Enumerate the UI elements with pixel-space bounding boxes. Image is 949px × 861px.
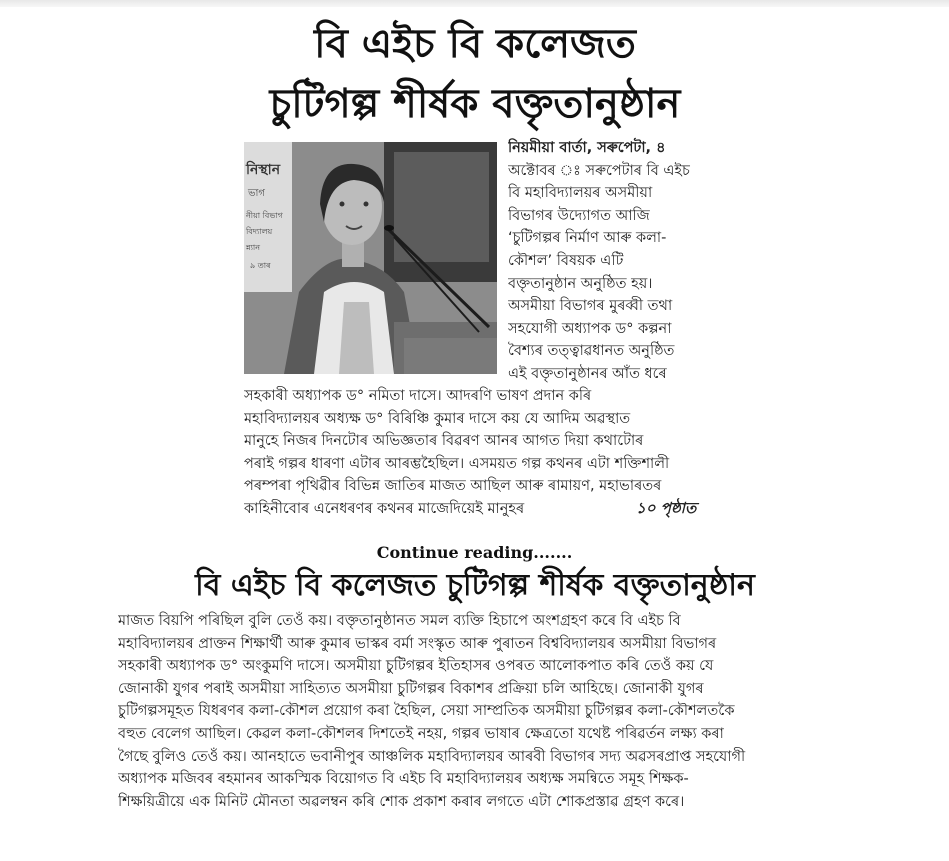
continuation-line: শিক্ষয়িত্ৰীয়ে এক মিনিট মৌনতা অৱলম্বন কৰি শোক প্ৰকাশ কৰাৰ লগতে এটা শোকপ্ৰস্তাৱ গ্ৰহণ কৰে।	[118, 793, 685, 810]
continuation-body	[118, 610, 830, 813]
page-jump-reference: ১০ পৃষ্ঠাত	[636, 499, 697, 517]
body-line: সহকাৰী অধ্যাপক ড° নমিতা দাসে। আদৰণি ভাষণ প্ৰদান কৰি	[244, 388, 592, 404]
banner-text-5: ন্ন্যান	[246, 243, 260, 252]
continuation-line: মহাবিদ্যালয়ৰ প্ৰাক্তন শিক্ষাৰ্থী আৰু কুমাৰ ভাস্কৰ বৰ্মা সংস্কৃত আৰু পুৰাতন বিশ্ববিদ্যালয়ৰ অসমীয়া বিভাগৰ	[118, 635, 717, 652]
banner-text-3: নীয়া বিভাগ	[246, 211, 283, 220]
column-line: বিভাগৰ উদ্যোগত আজি	[508, 207, 650, 224]
column-line: কৌশল’ বিষয়ক এটি	[508, 252, 624, 269]
banner-text-4: বিদ্যালয়	[246, 227, 273, 236]
column-line: ‘চুটিগল্পৰ নিৰ্মাণ আৰু কলা-	[508, 230, 667, 247]
column-line: সহযোগী অধ্যাপক ড° কল্পনা	[508, 320, 672, 337]
body-line: কাহিনীবোৰ এনেধৰণৰ কথনৰ মাজেদিয়েই মানুহৰ	[244, 500, 525, 517]
column-line: বৈশ্যৰ তত্ত্বাৱধানত অনুষ্ঠিত	[508, 343, 675, 360]
continuation-line: গৈছে বুলিও তেওঁ কয়। আনহাতে ভবানীপুৰ আঞ্চলিক মহাবিদ্যালয়ৰ আৰবী বিভাগৰ সদ্য অৱসৰপ্ৰাপ্ত সহযোগী	[118, 748, 746, 765]
continuation-line: বহুত বেলেগ আছিল। কেৱল কলা-কৌশলৰ দিশতেই নহয়, গল্পৰ ভাষাৰ ক্ষেত্ৰতো যথেষ্ট পৰিৱৰ্তন লক্ষ্য কৰা	[118, 725, 724, 742]
banner-text-6: ৯ তাৰ	[250, 261, 271, 270]
continuation-headline: বি এইচ বি কলেজত চুটিগল্প শীৰ্ষক বক্তৃতানুষ্ঠান	[195, 568, 755, 603]
body-line: মহাবিদ্যালয়ৰ অধ্যক্ষ ড° বিৰিঞ্চি কুমাৰ দাসে কয় যে আদিম অৱস্থাত	[244, 410, 631, 427]
continue-reading-link[interactable]: Continue reading.......	[376, 543, 573, 562]
continuation-line: সহকাৰী অধ্যাপক ড° অংকুমণি দাসে। অসমীয়া চুটিগল্পৰ ইতিহাসৰ ওপৰত আলোকপাত কৰি তেওঁ কয় যে	[118, 658, 714, 675]
speaker-photo	[244, 142, 497, 374]
continuation-line: অধ্যাপক মজিবৰ ৰহমানৰ আকস্মিক বিয়োগত বি এইচ বি মহাবিদ্যালয়ৰ অধ্যক্ষ সমন্বিতে সমূহ শিক্ষক-	[118, 771, 689, 788]
banner-text-1: নিস্থান	[246, 162, 281, 178]
column-line: বি মহাবিদ্যালয়ৰ অসমীয়া	[508, 185, 653, 202]
body-line: মানুহে নিজৰ দিনটোৰ অভিজ্ঞতাৰ বিৱৰণ আনৰ আগত দিয়া কথাটোৰ	[244, 433, 644, 450]
body-line: পৰাই গল্পৰ ধাৰণা এটাৰ আৰম্ভহৈছিল। এসময়ত গল্প কথনৰ এটা শক্তিশালী	[244, 455, 670, 472]
article-headline-line-2: চুটিগল্প শীৰ্ষক বক্তৃতানুষ্ঠান	[269, 81, 681, 127]
article-headline-line-1: বি এইচ বি কলেজত	[314, 21, 636, 67]
body-line: পৰম্পৰা পৃথিৱীৰ বিভিন্ন জাতিৰ মাজত আছিল আৰু ৰামায়ণ, মহাভাৰতৰ	[244, 478, 662, 495]
banner-text-2: ভাগ	[248, 188, 265, 199]
column-line: অসমীয়া বিভাগৰ মুৰব্বী তথা	[508, 298, 673, 315]
article-first-column	[508, 137, 711, 386]
dateline: নিয়মীয়া বাৰ্তা, সৰুপেটা, ৪	[508, 140, 666, 156]
column-line: এই বক্তৃতানুষ্ঠানৰ আঁত ধৰে	[508, 365, 667, 382]
continuation-line: চুটিগল্পসমূহত যিধৰণৰ কলা-কৌশল প্ৰয়োগ কৰা হৈছিল, সেয়া সাম্প্ৰতিক অসমীয়া চুটিগল্পৰ কলা-কৌশলতকৈ	[118, 703, 735, 720]
column-line: বক্তৃতানুষ্ঠান অনুষ্ঠিত হয়।	[508, 275, 653, 292]
top-bar	[0, 0, 949, 7]
column-line: অক্টোবৰ ঃ সৰুপেটাৰ বি এইচ	[508, 162, 690, 179]
continuation-line: জোনাকী যুগৰ পৰাই অসমীয়া সাহিত্যত অসমীয়া চুটিগল্পৰ বিকাশৰ প্ৰক্ৰিয়া চলি আহিছে। জোনাকী যুগৰ	[118, 680, 704, 697]
continuation-line: মাজত বিয়পি পৰিছিল বুলি তেওঁ কয়। বক্তৃতানুষ্ঠানত সমল ব্যক্তি হিচাপে অংশগ্ৰহণ কৰে বি এইচ বি	[118, 613, 681, 629]
